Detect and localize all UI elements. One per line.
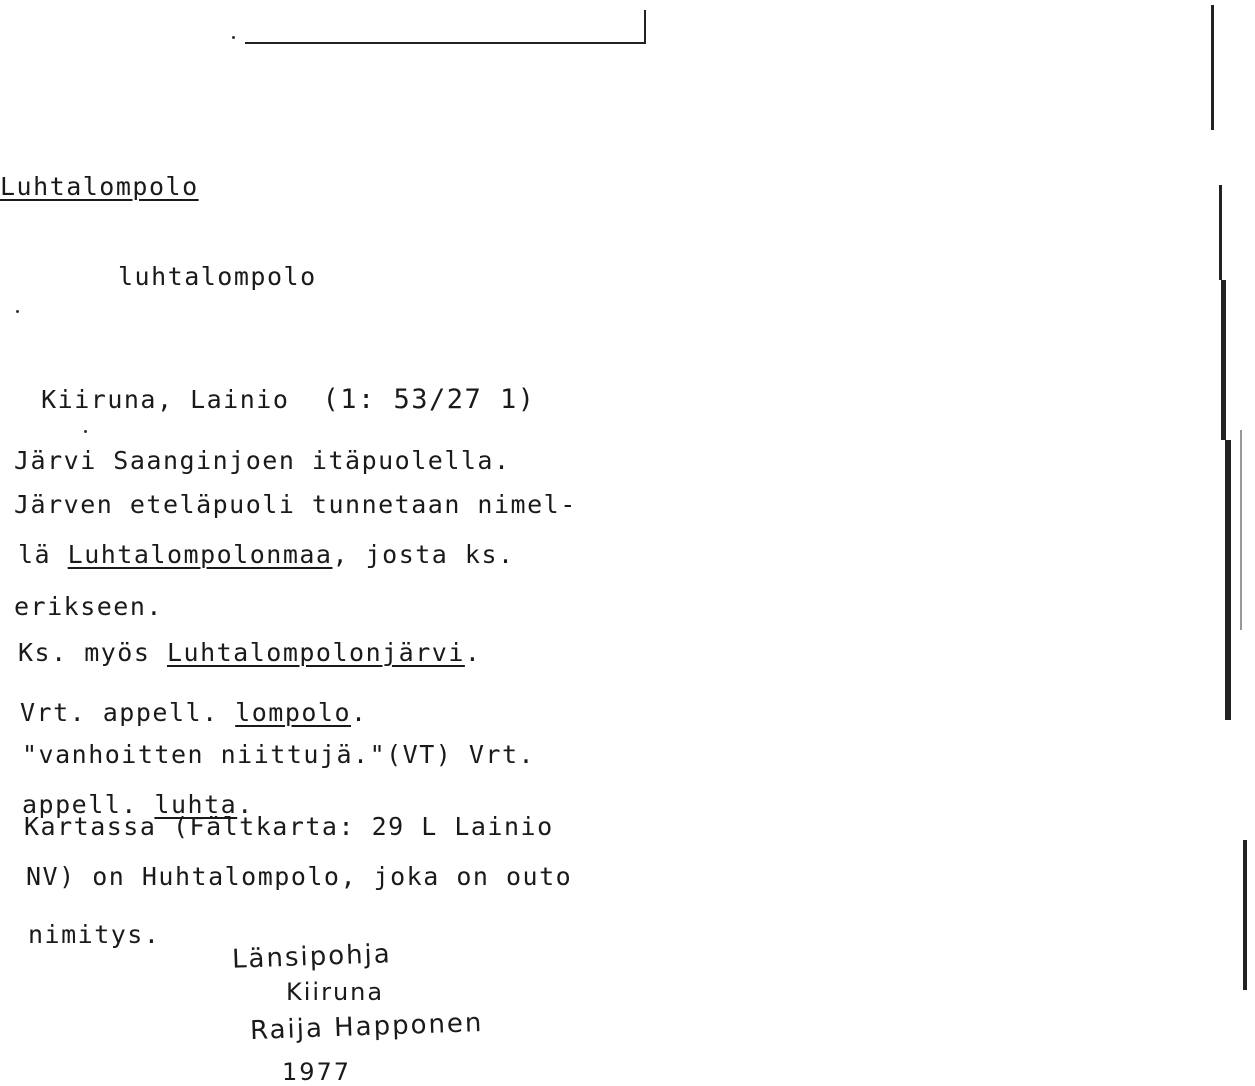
top-rule-tick — [644, 10, 646, 44]
body-line-10: NV) on Huhtalompolo, joka on outo — [26, 862, 573, 891]
text: , josta ks. — [332, 540, 515, 569]
right-edge-line — [1211, 5, 1214, 130]
text: Ks. myös — [18, 638, 167, 667]
text: . — [237, 790, 254, 819]
card-heading: Luhtalompolo — [0, 172, 199, 201]
body-line-4: erikseen. — [14, 592, 163, 621]
pronunciation: luhtalompolo — [118, 262, 317, 291]
stamp-year: 1977 — [282, 1058, 352, 1086]
body-line-5 — [18, 638, 481, 667]
right-edge-line — [1221, 280, 1226, 440]
cross-reference-link[interactable]: Luhtalompolonjärvi — [166, 638, 465, 667]
text: lä — [18, 540, 68, 569]
top-rule — [245, 42, 645, 44]
stamp-municipality: Kiiruna — [286, 978, 385, 1006]
body-line-2: Järven eteläpuoli tunnetaan nimel- — [14, 490, 577, 519]
speck — [84, 430, 87, 433]
right-edge-line — [1219, 185, 1222, 280]
cross-reference-link[interactable]: luhta — [154, 790, 238, 819]
speck — [232, 36, 235, 39]
right-edge-line — [1225, 440, 1231, 720]
stamp-region: Länsipohja — [231, 939, 393, 975]
text: appell. — [22, 790, 155, 819]
right-edge-line — [1240, 430, 1242, 630]
body-line-11: nimitys. — [28, 920, 161, 949]
text: . — [464, 638, 482, 667]
body-line-1: Järvi Saanginjoen itäpuolella. — [14, 446, 511, 475]
text: Vrt. appell. — [20, 698, 236, 727]
location: Kiiruna, Lainio — [41, 385, 290, 414]
location-line — [8, 355, 536, 415]
speck — [16, 310, 19, 313]
body-line-3 — [18, 540, 515, 569]
stamp-collector: Raija Happonen — [249, 1007, 484, 1047]
cross-reference-link[interactable]: Luhtalompolonmaa — [67, 540, 333, 569]
body-line-9: Kartassa (Fältkarta: 29 L Lainio — [24, 812, 554, 841]
cross-reference-link[interactable]: lompolo — [235, 698, 352, 727]
right-edge-line — [1243, 840, 1247, 990]
map-reference: (1: 53/27 1) — [322, 384, 536, 415]
body-line-7: "vanhoitten niittujä."(VT) Vrt. — [22, 740, 536, 769]
text: . — [351, 698, 368, 727]
body-line-6 — [20, 698, 368, 727]
